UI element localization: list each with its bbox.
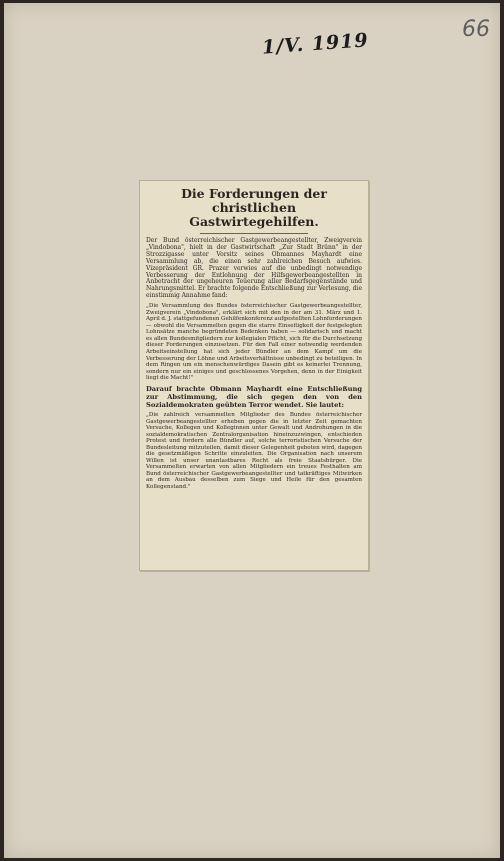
article-paragraph-2: Darauf brachte Obmann Mayhardt eine Entschließung zur Abstimmung, die sich gegen den von den Sozialdemokraten geübten Terror wendet. Sie lautet: xyxy=(146,384,362,409)
article-headline xyxy=(146,187,362,229)
headline-line-2: Gastwirtegehilfen. xyxy=(189,214,319,229)
headline-line-1: Die Forderungen der christlichen xyxy=(181,186,327,215)
article-paragraph-1: Der Bund österreichischer Gastgewerbeangestellter, Zweigverein „Vindobona", hielt in der Gastwirtschaft „Zur Stadt Brünn" in der Strozzigasse unter Vorsitz seines Obmannes Mayhardt eine Versammlung ab, die einen sehr zahlreichen Besuch aufwies. Vizepräsident GR. Prazer verwies auf die unbedingt notwendige Verbesserung der Entlohnung der Hilfsgewerbeangestellten in Anbetracht der ungeheuren Teuerung aller Bedarfsgegenstände und Nahrungsmittel. Er brachte folgende Entschließung zur Verlesung, die einstimmig Annahme fand: xyxy=(146,237,362,300)
newspaper-clipping xyxy=(139,180,369,571)
resolution-2: „Die zahlreich versammelten Mitglieder des Bundes österreichischer Gastgewerbeangestellter erheben gegen die in letzter Zeit gemachten Versuche, Kollegen und Kolleginnen unter Gewalt und Androhungen in die sozialdemokratischen Zentralorganisation hineinzuzwingen, entschieden Protest und fordern alle Bündler auf, solche terroristischen Versuche der Bundesleitung mitzuteilen, damit dieser Gelegenheit geboten wird, dagegen die gesetzmäßigen Schritte einzuleiten. Die Organisation nach unserem Willen ist unser unantastbares Recht als freie Staatsbürger. Die Versammelten erwarten von allen Mitgliedern ein treues Festhalten am Bund österreichischer Gastgewerbeangestellter und tatkräftiges Mitwirken an dem Ausbau desselben zum Siege und Heile für den gesamten Kollegenstand." xyxy=(146,412,362,491)
page-number: 66 xyxy=(462,17,490,42)
headline-rule xyxy=(200,233,308,234)
resolution-1: „Die Versammlung des Bundes österreichischer Gastgewerbeangestellter, Zweigverein „Vindobona", erklärt sich mit den in der am 31. März und 1. April d. J. stattgefundenen Gehilfenkonferenz aufgestellten Lohnforderungen — obwohl die Versammelten gegen die starre Einseitigkeit der festgelegten Lohnsätze manche begründeten Bedenken haben — solidarisch und macht es allen Bundesmitgliedern zur kollegialen Pflicht, sich für die Durchsetzung dieser Forderungen einzusetzen. Für den Fall einer notwendig werdenden Arbeitseinstellung hat sich jeder Bündler an dem Kampf um die Verbesserung der Löhne und Arbeitsverhältnisse unbedingt zu beteiligen. In dem Ringen um ein menschenwürdiges Dasein gibt es keinerlei Trennung, sondern nur ein einiges und geschlossenes Vorgehen, denn in der Einigkeit liegt die Macht!" xyxy=(146,303,362,382)
handwritten-date: 1/V. 1919 xyxy=(261,29,370,59)
